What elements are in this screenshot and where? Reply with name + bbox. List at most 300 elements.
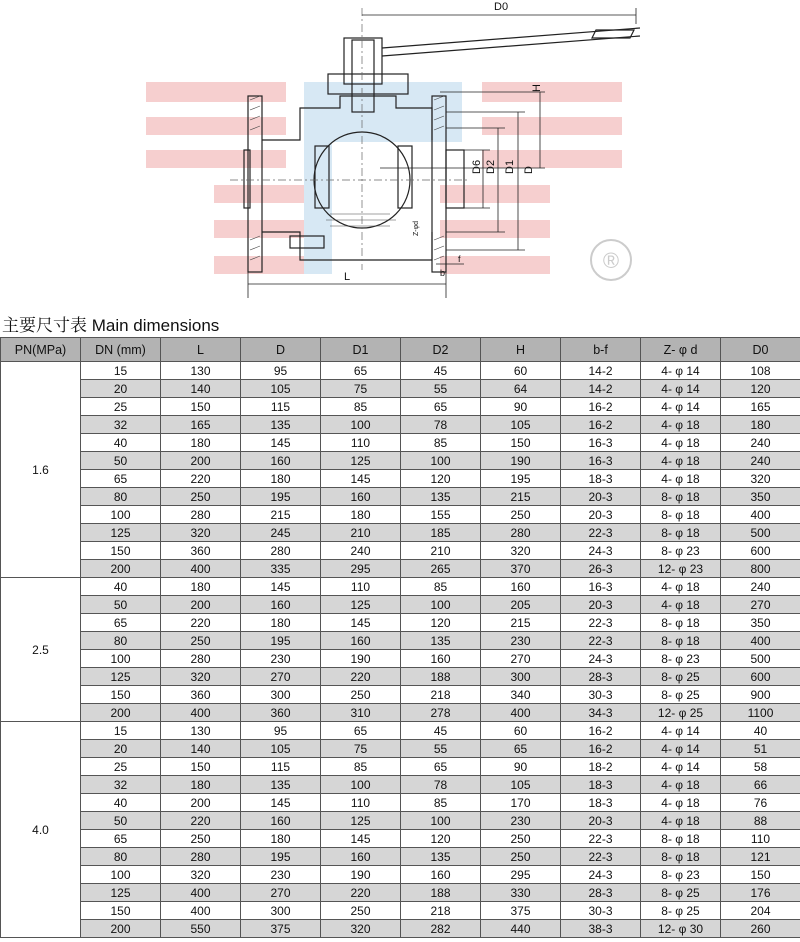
table-cell: 110 [321,794,401,812]
table-cell: 218 [401,686,481,704]
table-cell: 80 [81,632,161,650]
table-cell: 280 [161,506,241,524]
table-cell: 330 [481,884,561,902]
table-cell: 16-3 [561,434,641,452]
table-cell: 500 [721,650,800,668]
table-cell: 500 [721,524,800,542]
table-cell: 24-3 [561,866,641,884]
table-cell: 145 [321,470,401,488]
table-cell: 4- φ 14 [641,380,721,398]
table-cell: 50 [81,452,161,470]
table-cell: 25 [81,398,161,416]
table-cell: 8- φ 18 [641,848,721,866]
table-cell: 65 [321,362,401,380]
table-cell: 4- φ 14 [641,740,721,758]
table-cell: 230 [481,812,561,830]
table-cell: 320 [721,470,800,488]
table-cell: 8- φ 18 [641,524,721,542]
table-cell: 105 [481,776,561,794]
table-cell: 75 [321,380,401,398]
table-cell: 12- φ 23 [641,560,721,578]
table-cell: 250 [161,488,241,506]
table-cell: 40 [81,578,161,596]
table-cell: 100 [81,650,161,668]
table-cell: 180 [321,506,401,524]
table-cell: 278 [401,704,481,722]
table-row [1,848,800,866]
table-cell: 4- φ 18 [641,794,721,812]
table-cell: 8- φ 25 [641,668,721,686]
table-cell: 220 [161,470,241,488]
table-cell: 135 [401,848,481,866]
table-cell: 195 [481,470,561,488]
table-cell: 310 [321,704,401,722]
label-z: Z-φd [413,220,420,236]
table-cell: 204 [721,902,800,920]
table-cell: 135 [241,416,321,434]
table-cell: 20 [81,380,161,398]
table-cell: 135 [241,776,321,794]
table-cell: 160 [321,488,401,506]
table-cell: 4- φ 18 [641,416,721,434]
registered-letter: ® [602,248,620,273]
table-cell: 250 [161,830,241,848]
table-cell: 95 [241,722,321,740]
table-cell: 100 [321,416,401,434]
table-cell: 230 [241,650,321,668]
table-cell: 8- φ 18 [641,488,721,506]
table-cell: 320 [161,866,241,884]
table-cell: 340 [481,686,561,704]
table-cell: 370 [481,560,561,578]
table-cell: 8- φ 23 [641,542,721,560]
table-cell: 188 [401,884,481,902]
table-cell: 180 [161,776,241,794]
table-cell: 85 [401,794,481,812]
table-cell: 4- φ 14 [641,362,721,380]
table-cell: 16-2 [561,398,641,416]
table-cell: 30-3 [561,902,641,920]
table-cell: 215 [481,488,561,506]
table-cell: 125 [321,452,401,470]
table-cell: 250 [321,902,401,920]
table-row [1,884,800,902]
table-cell: 65 [481,740,561,758]
table-cell: 230 [481,632,561,650]
table-cell: 4- φ 18 [641,578,721,596]
table-cell: 400 [161,560,241,578]
table-cell: 140 [161,740,241,758]
table-cell: 34-3 [561,704,641,722]
table-cell: 50 [81,812,161,830]
column-header: D1 [321,338,401,362]
table-cell: 200 [161,596,241,614]
table-cell: 150 [721,866,800,884]
table-cell: 195 [241,488,321,506]
table-cell: 18-3 [561,470,641,488]
table-cell: 100 [81,866,161,884]
table-cell: 125 [81,884,161,902]
table-cell: 65 [81,470,161,488]
table-cell: 120 [401,470,481,488]
registered-mark [591,240,631,280]
table-cell: 320 [321,920,401,938]
table-row [1,686,800,704]
column-header: D0 [721,338,800,362]
table-cell: 145 [241,578,321,596]
table-cell: 100 [401,596,481,614]
table-body [1,362,800,938]
table-cell: 335 [241,560,321,578]
table-cell: 108 [721,362,800,380]
table-cell: 4- φ 18 [641,470,721,488]
table-cell: 20-3 [561,812,641,830]
table-row [1,416,800,434]
table-cell: 75 [321,740,401,758]
column-header: b-f [561,338,641,362]
table-cell: 155 [401,506,481,524]
table-row [1,596,800,614]
table-cell: 8- φ 23 [641,866,721,884]
table-cell: 300 [241,902,321,920]
table-cell: 14-2 [561,362,641,380]
table-cell: 76 [721,794,800,812]
table-cell: 200 [81,920,161,938]
table-row [1,650,800,668]
table-cell: 240 [321,542,401,560]
table-cell: 115 [241,758,321,776]
table-cell: 100 [401,812,481,830]
table-row [1,506,800,524]
table-cell: 20-3 [561,506,641,524]
table-cell: 218 [401,902,481,920]
table-cell: 200 [81,560,161,578]
table-cell: 125 [321,812,401,830]
table-cell: 18-3 [561,794,641,812]
table-row [1,614,800,632]
table-row [1,830,800,848]
table-cell: 180 [161,578,241,596]
table-cell: 150 [81,542,161,560]
table-cell: 8- φ 18 [641,830,721,848]
column-header: PN(MPa) [1,338,81,362]
table-cell: 180 [241,470,321,488]
table-cell: 160 [321,632,401,650]
table-cell: 22-3 [561,830,641,848]
table-cell: 250 [321,686,401,704]
table-cell: 160 [241,596,321,614]
label-d6: D6 [471,159,483,174]
label-l: L [344,271,351,283]
table-cell: 188 [401,668,481,686]
table-cell: 190 [321,650,401,668]
table-cell: 78 [401,416,481,434]
table-cell: 12- φ 30 [641,920,721,938]
table-cell: 125 [81,668,161,686]
table-cell: 282 [401,920,481,938]
table-cell: 18-3 [561,776,641,794]
table-cell: 180 [161,434,241,452]
table-row [1,380,800,398]
valve-drawing [0,0,800,310]
table-cell: 4- φ 14 [641,722,721,740]
table-cell: 160 [401,650,481,668]
table-row [1,812,800,830]
table-cell: 16-2 [561,416,641,434]
label-h: H [531,84,543,92]
table-cell: 4- φ 18 [641,434,721,452]
table-cell: 150 [81,902,161,920]
watermark-blue [304,82,462,274]
table-cell: 38-3 [561,920,641,938]
table-cell: 8- φ 25 [641,884,721,902]
table-cell: 8- φ 23 [641,650,721,668]
table-cell: 190 [481,452,561,470]
table-cell: 270 [241,668,321,686]
table-cell: 280 [161,848,241,866]
table-cell: 280 [241,542,321,560]
table-cell: 15 [81,722,161,740]
table-cell: 200 [161,794,241,812]
table-cell: 22-3 [561,848,641,866]
table-cell: 400 [161,902,241,920]
table-cell: 215 [241,506,321,524]
table-cell: 125 [81,524,161,542]
table-cell: 600 [721,542,800,560]
table-cell: 150 [161,398,241,416]
table-cell: 28-3 [561,884,641,902]
table-cell: 50 [81,596,161,614]
table-cell: 20-3 [561,596,641,614]
table-cell: 320 [161,668,241,686]
table-cell: 150 [161,758,241,776]
table-row [1,668,800,686]
table-cell: 130 [161,722,241,740]
table-cell: 165 [721,398,800,416]
table-row [1,704,800,722]
table-cell: 110 [721,830,800,848]
table-cell: 16-3 [561,452,641,470]
column-header: D2 [401,338,481,362]
table-row [1,866,800,884]
table-cell: 105 [481,416,561,434]
table-cell: 4- φ 18 [641,452,721,470]
table-cell: 65 [81,614,161,632]
table-cell: 22-3 [561,632,641,650]
table-row [1,794,800,812]
table-cell: 95 [241,362,321,380]
table-row [1,902,800,920]
table-cell: 40 [81,434,161,452]
table-cell: 115 [241,398,321,416]
table-cell: 28-3 [561,668,641,686]
table-cell: 90 [481,398,561,416]
table-cell: 24-3 [561,650,641,668]
table-cell: 250 [481,848,561,866]
table-cell: 140 [161,380,241,398]
table-cell: 200 [81,704,161,722]
table-row [1,722,800,740]
table-cell: 24-3 [561,542,641,560]
table-cell: 32 [81,776,161,794]
table-cell: 160 [321,848,401,866]
table-cell: 230 [241,866,321,884]
label-d1: D1 [504,159,516,174]
table-cell: 4- φ 14 [641,758,721,776]
column-header: Z- φ d [641,338,721,362]
table-cell: 8- φ 25 [641,902,721,920]
table-row [1,362,800,380]
table-cell: 205 [481,596,561,614]
table-cell: 60 [481,722,561,740]
table-cell: 85 [401,434,481,452]
table-cell: 220 [321,668,401,686]
table-cell: 40 [81,794,161,812]
table-cell: 25 [81,758,161,776]
table-row [1,776,800,794]
table-cell: 90 [481,758,561,776]
table-row [1,578,800,596]
table-cell: 400 [721,506,800,524]
table-cell: 215 [481,614,561,632]
table-cell: 145 [241,794,321,812]
table-cell: 150 [81,686,161,704]
handle [382,28,640,56]
table-cell: 80 [81,488,161,506]
table-cell: 220 [161,812,241,830]
table-cell: 110 [321,578,401,596]
table-cell: 105 [241,740,321,758]
table-cell: 320 [161,524,241,542]
table-cell: 350 [721,614,800,632]
column-header: H [481,338,561,362]
pn-cell: 4.0 [1,722,81,938]
table-cell: 110 [321,434,401,452]
table-cell: 120 [401,830,481,848]
label-d2: D2 [485,159,497,174]
table-cell: 180 [721,416,800,434]
table-cell: 400 [721,632,800,650]
table-cell: 135 [401,632,481,650]
table-cell: 360 [161,686,241,704]
table-row [1,758,800,776]
table-cell: 4- φ 14 [641,398,721,416]
table-cell: 18-2 [561,758,641,776]
table-cell: 65 [321,722,401,740]
table-cell: 100 [81,506,161,524]
pn-cell: 2.5 [1,578,81,722]
table-cell: 190 [321,866,401,884]
table-cell: 240 [721,434,800,452]
table-cell: 900 [721,686,800,704]
table-cell: 150 [481,434,561,452]
table-cell: 20-3 [561,488,641,506]
table-cell: 20 [81,740,161,758]
table-cell: 180 [241,614,321,632]
table-cell: 22-3 [561,524,641,542]
table-cell: 270 [241,884,321,902]
table-cell: 165 [161,416,241,434]
table-row [1,470,800,488]
table-cell: 1100 [721,704,800,722]
dimensions-table [0,337,800,938]
table-cell: 120 [401,614,481,632]
table-cell: 85 [401,578,481,596]
table-cell: 240 [721,578,800,596]
table-cell: 295 [321,560,401,578]
table-cell: 85 [321,758,401,776]
page-title: 主要尺寸表 Main dimensions [2,316,220,335]
table-cell: 120 [721,380,800,398]
table-cell: 65 [81,830,161,848]
table-cell: 80 [81,848,161,866]
table-cell: 45 [401,362,481,380]
table-cell: 220 [161,614,241,632]
table-cell: 100 [401,452,481,470]
table-cell: 265 [401,560,481,578]
pn-cell: 1.6 [1,362,81,578]
table-cell: 320 [481,542,561,560]
table-cell: 360 [161,542,241,560]
table-cell: 375 [241,920,321,938]
table-cell: 4- φ 18 [641,596,721,614]
table-cell: 8- φ 18 [641,632,721,650]
table-cell: 170 [481,794,561,812]
table-cell: 121 [721,848,800,866]
table-cell: 100 [321,776,401,794]
table-cell: 400 [161,884,241,902]
table-cell: 14-2 [561,380,641,398]
table-row [1,740,800,758]
table-cell: 250 [481,830,561,848]
table-cell: 16-2 [561,740,641,758]
table-cell: 300 [241,686,321,704]
table-cell: 145 [241,434,321,452]
label-f: f [458,254,461,264]
table-cell: 85 [321,398,401,416]
table-cell: 550 [161,920,241,938]
table-cell: 160 [401,866,481,884]
table-cell: 280 [481,524,561,542]
table-cell: 195 [241,632,321,650]
table-cell: 130 [161,362,241,380]
table-cell: 58 [721,758,800,776]
table-row [1,434,800,452]
label-b: b [440,268,446,278]
table-cell: 360 [241,704,321,722]
table-cell: 30-3 [561,686,641,704]
table-cell: 4- φ 18 [641,812,721,830]
table-cell: 135 [401,488,481,506]
table-cell: 240 [721,452,800,470]
table-cell: 210 [321,524,401,542]
table-cell: 400 [481,704,561,722]
table-row [1,542,800,560]
table-cell: 145 [321,614,401,632]
table-cell: 250 [161,632,241,650]
table-cell: 40 [721,722,800,740]
table-cell: 400 [161,704,241,722]
table-cell: 145 [321,830,401,848]
table-row [1,488,800,506]
table-cell: 15 [81,362,161,380]
column-header: D [241,338,321,362]
table-cell: 16-2 [561,722,641,740]
table-cell: 125 [321,596,401,614]
table-cell: 295 [481,866,561,884]
table-cell: 600 [721,668,800,686]
table-row [1,452,800,470]
